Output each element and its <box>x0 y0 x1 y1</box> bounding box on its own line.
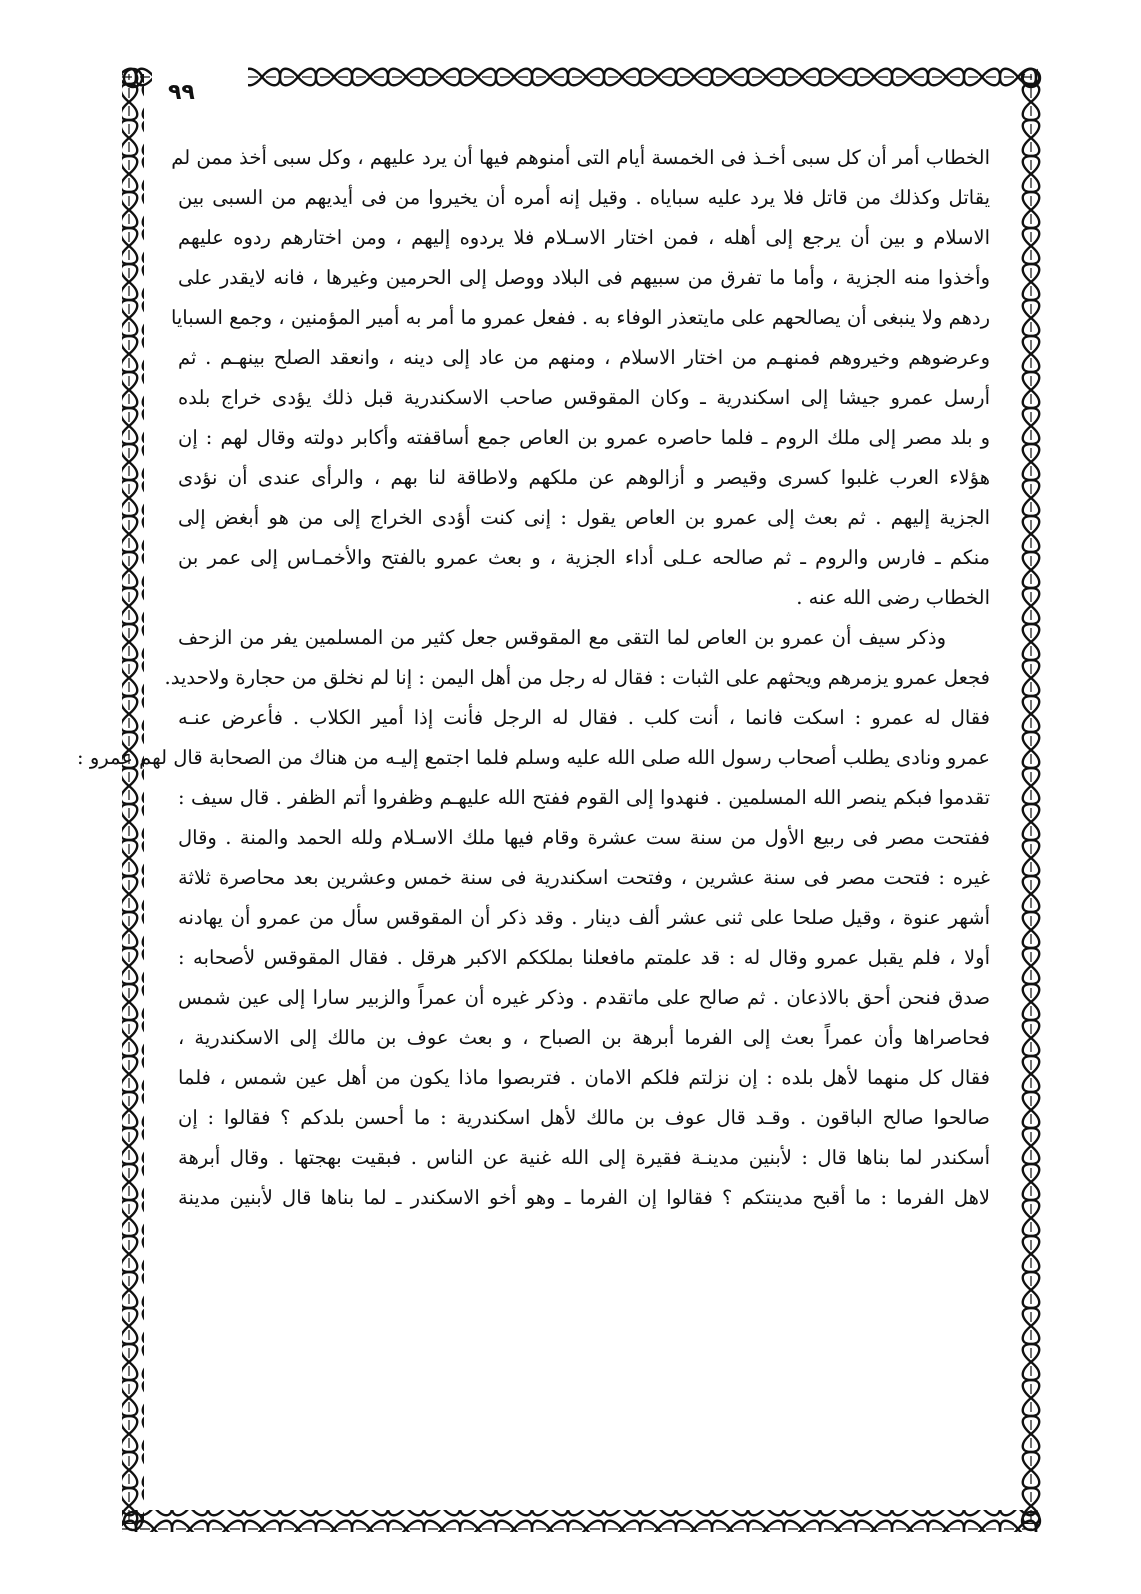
body-text <box>77 138 990 1218</box>
text-line: فقال له عمرو : اسكت فانما ، أنت كلب . فقال له الرجل فأنت إذا أمير الكلاب . فأعرض عنـه <box>178 706 990 729</box>
text-line: فقال كل منهما لأهل بلده : إن نزلتم فلكم الامان . فتربصوا ماذا يكون من أهل عين شمس ، فلما <box>178 1066 990 1089</box>
text-line: الجزية إليهم . ثم بعث إلى عمرو بن العاص يقول : إنى كنت أؤدى الخراج إلى من هو أبغض إلى <box>178 506 990 529</box>
text-line: غيره : فتحت مصر فى سنة عشرين ، وفتحت اسكندرية فى سنة خمس وعشرين بعد محاصرة ثلاثة <box>178 866 990 889</box>
text-line: منكم ـ فارس والروم ـ ثم صالحه عـلى أداء الجزية ، و بعث عمرو بالفتح والأخمـاس إلى عمر بن <box>178 546 990 569</box>
text-line: عمرو ونادى يطلب أصحاب رسول الله صلى الله عليه وسلم فلما اجتمع إليـه من هناك من الصحابة قال لهم عمرو : <box>77 746 990 769</box>
text-line: الاسلام و بين أن يرجع إلى أهله ، فمن اختار الاسـلام فلا يردوه إليهم ، ومن اختارهم ردوه عليهم <box>178 226 990 249</box>
text-line: وذكر سيف أن عمرو بن العاص لما التقى مع المقوقس جعل كثير من المسلمين يفر من الزحف <box>178 626 946 649</box>
text-line: ففتحت مصر فى ربيع الأول من سنة ست عشرة وقام فيها ملك الاسـلام ولله الحمد والمنة . وقال <box>178 826 990 849</box>
text-line: ردهم ولا ينبغى أن يصالحهم على مايتعذر الوفاء به . ففعل عمرو ما أمر به أمير المؤمنين ، وجمع السبايا <box>170 306 990 329</box>
text-line: الخطاب أمر أن كل سبى أخـذ فى الخمسة أيام التى أمنوهم فيها أن يرد عليهم ، وكل سبى أخذ ممن لم <box>171 146 990 169</box>
text-line: وأخذوا منه الجزية ، وأما ما تفرق من سبيهم فى البلاد ووصل إلى الحرمين وغيرها ، فانه لايقدر على <box>178 266 990 289</box>
text-line: فحاصراها وأن عمراً بعث إلى الفرما أبرهة بن الصباح ، و بعث عوف بن مالك إلى الاسكندرية ، <box>178 1026 990 1049</box>
text-line: أسكندر لما بناها قال : لأبنين مدينـة فقيرة إلى الله غنية عن الناس . فبقيت بهجتها . وقال أبرهة <box>178 1146 990 1169</box>
text-line: صدق فنحن أحق بالاذعان . ثم صالح على ماتقدم . وذكر غيره أن عمراً والزبير سارا إلى عين شمس <box>178 986 990 1009</box>
text-line: أشهر عنوة ، وقيل صلحا على ثنى عشر ألف دينار . وقد ذكر أن المقوقس سأل من عمرو أن يهادنه <box>178 906 990 929</box>
text-line: هؤلاء العرب غلبوا كسرى وقيصر و أزالوهم عن ملكهم ولاطاقة لنا بهم ، والرأى عندى أن نؤدى <box>178 466 990 489</box>
page-number: ٩٩ <box>168 80 195 105</box>
text-line: وعرضوهم وخيروهم فمنهـم من اختار الاسلام ، ومنهم من عاد إلى دينه ، وانعقد الصلح بينهـم . ثم <box>178 346 990 369</box>
text-line: يقاتل وكذلك من قاتل فلا يرد عليه سباياه . وقيل إنه أمره أن يخيروا من فى أيديهم من السبى بين <box>178 186 990 209</box>
text-line: صالحوا صالح الباقون . وقـد قال عوف بن مالك لأهل اسكندرية : ما أحسن بلدكم ؟ فقالوا : إن <box>178 1106 990 1129</box>
text-line: و بلد مصر إلى ملك الروم ـ فلما حاصره عمرو بن العاص جمع أساقفته وأكابر دولته وقال لهم : إن <box>178 426 990 449</box>
text-line: تقدموا فبكم ينصر الله المسلمين . فنهدوا إلى القوم ففتح الله عليهـم وظفروا أتم الظفر . قال سيف : <box>178 786 990 809</box>
text-line: أولا ، فلم يقبل عمرو وقال له : قد علمتم مافعلنا بملككم الاكبر هرقل . فقال المقوقس لأصحابه : <box>178 946 990 969</box>
text-line: فجعل عمرو يزمرهم ويحثهم على الثبات : فقال له رجل من أهل اليمن : إنا لم نخلق من حجارة ولاحديد. <box>164 666 990 689</box>
text-line: الخطاب رضى الله عنه . <box>796 586 990 609</box>
text-line: أرسل عمرو جيشا إلى اسكندرية ـ وكان المقوقس صاحب الاسكندرية قبل ذلك يؤدى خراج بلده <box>178 386 990 409</box>
text-line: لاهل الفرما : ما أقبح مدينتكم ؟ فقالوا إن الفرما ـ وهو أخو الاسكندر ـ لما بناها قال لأبنين مدينة <box>178 1186 990 1209</box>
